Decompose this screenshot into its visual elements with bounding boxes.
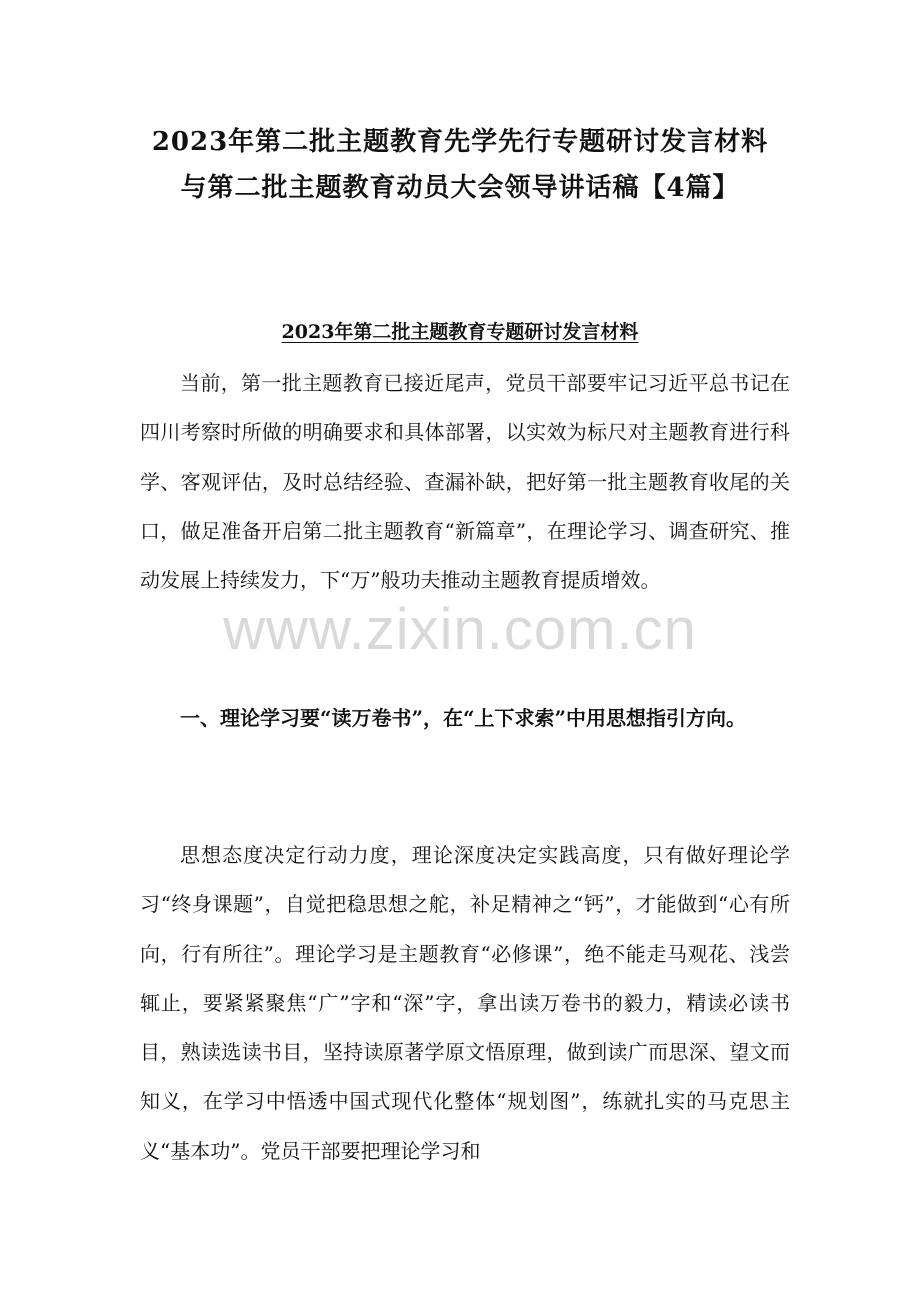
watermark: www.zixin.com.cn (223, 597, 697, 662)
section-heading-1: 一、理论学习要“读万卷书”，在“上下求索”中用思想指引方向。 (180, 706, 747, 730)
document-title-line-2: 与第二批主题教育动员大会领导讲话稿【4篇】 (180, 173, 740, 203)
body-paragraph-1: 当前，第一批主题教育已接近尾声，党员干部要牢记习近平总书记在四川考察时所做的明确要求和具体部署，以实效为标尺对主题教育进行科学、客观评估，及时总结经验、查漏补缺，把好第一批主题教育收尾的关口，做足准备开启第二批主题教育“新篇章”，在理论学习、调查研究、推动发展上持续发力，下“万”般功夫推动主题教育提质增效。 (140, 371, 790, 593)
section-title: 2023年第二批主题教育专题研讨发言材料 (281, 321, 639, 343)
document-title-line-1: 2023年第二批主题教育先学先行专题研讨发言材料 (151, 127, 769, 157)
body-paragraph-2: 思想态度决定行动力度，理论深度决定实践高度，只有做好理论学习“终身课题”，自觉把稳思想之舵，补足精神之“钙”，才能做到“心有所向，行有所往”。理论学习是主题教育“必修课”，绝不能走马观花、浅尝辄止，要紧紧聚焦“广”字和“深”字，拿出读万卷书的毅力，精读必读书目，熟读选读书目，坚持读原著学原文悟原理，做到读广而思深、望文而知义，在学习中悟透中国式现代化整体“规划图”，练就扎实的马克思主义“基本功”。党员干部要把理论学习和 (140, 843, 790, 1163)
